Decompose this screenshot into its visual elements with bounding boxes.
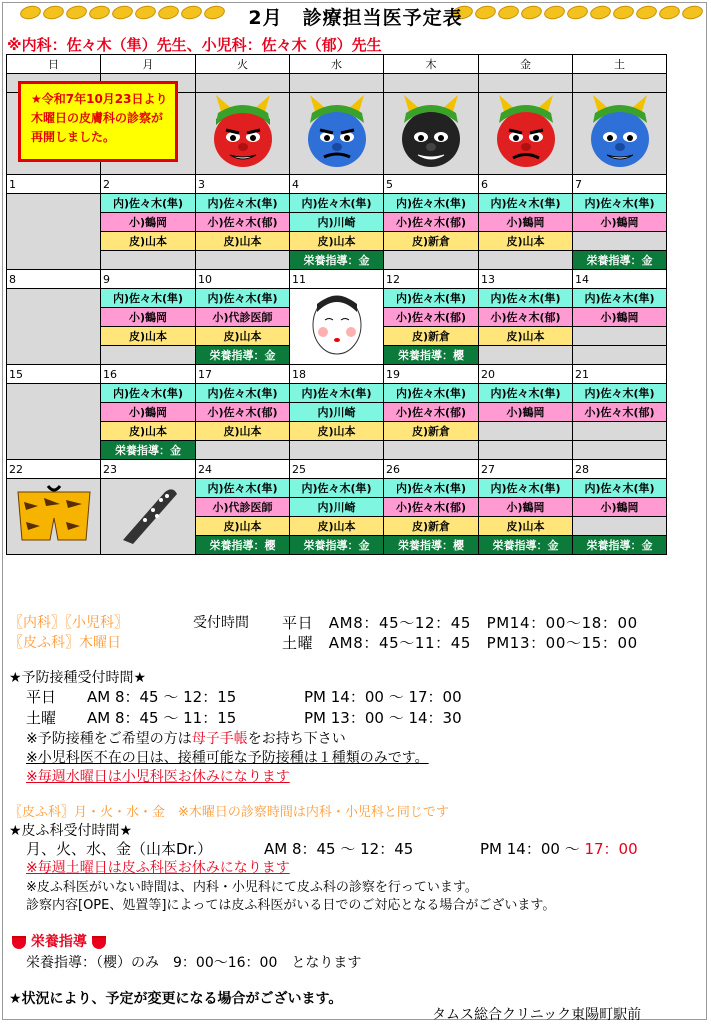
schedule-cell: 栄養指導：金: [101, 441, 196, 460]
schedule-cell: 皮)山本: [101, 422, 196, 441]
schedule-cell: 小)鶴岡: [573, 498, 667, 517]
schedule-cell: 内)佐々木(隼): [101, 384, 196, 403]
week-date-row: [7, 460, 667, 479]
schedule-cell: 小)鶴岡: [101, 213, 196, 232]
date-cell: 28: [573, 460, 667, 479]
red-oni-icon: [196, 93, 290, 175]
schedule-cell: 皮)山本: [479, 517, 573, 536]
date-cell: 26: [384, 460, 479, 479]
vaccine-weekday-am: AM 8：45 ～ 12：15: [87, 688, 237, 706]
date-cell: 5: [384, 175, 479, 194]
schedule-cell: 皮)山本: [479, 327, 573, 346]
sunday-closed-cell: [7, 384, 101, 460]
schedule-cell: 小)鶴岡: [101, 308, 196, 327]
date-cell: 12: [384, 270, 479, 289]
pot-icon: [12, 936, 26, 949]
schedule-cell: 内)佐々木(隼): [196, 384, 290, 403]
schedule-cell: 小)代診医師: [196, 498, 290, 517]
weekday-thu: 木: [384, 55, 479, 74]
schedule-row: [7, 422, 667, 441]
schedule-cell: 内)川崎: [290, 498, 384, 517]
schedule-cell: 小)代診医師: [196, 308, 290, 327]
derm-reception-heading: ★皮ふ科受付時間★: [9, 823, 133, 839]
empty-cell: [573, 441, 667, 460]
nutrition-heading: 栄養指導: [12, 931, 106, 951]
vaccine-saturday-label: 土曜: [26, 709, 57, 727]
dept-label-dermatology: 〖皮ふ科〗木曜日: [9, 635, 121, 651]
dept-label-internal-pediatric: 〖内科〗〖小児科〗: [9, 615, 128, 631]
derm-am-hours: AM 8：45 ～ 12：45: [264, 840, 414, 858]
tiger-pants-icon: [7, 479, 101, 555]
dermatology-notice: ★令和7年10月23日より 木曜日の皮膚科の診察が 再開しました。: [18, 81, 178, 162]
derm-note-saturday: ※毎週土曜日は皮ふ科医お休みになります: [26, 860, 290, 876]
week-date-row: [7, 365, 667, 384]
empty-cell: [384, 251, 479, 270]
empty-cell: [479, 346, 573, 365]
date-cell: 3: [196, 175, 290, 194]
schedule-row: [7, 384, 667, 403]
date-cell: 18: [290, 365, 384, 384]
empty-cell: [479, 441, 573, 460]
date-cell: 2: [101, 175, 196, 194]
derm-days: 月、火、水、金（山本Dr.）: [26, 840, 213, 858]
schedule-cell: 内)川崎: [290, 403, 384, 422]
schedule-cell: 皮)山本: [101, 327, 196, 346]
schedule-cell: 小)佐々木(郁): [384, 308, 479, 327]
date-cell: 6: [479, 175, 573, 194]
doctor-summary: ※内科：佐々木（隼）先生、小児科：佐々木（郁）先生: [7, 36, 382, 54]
schedule-cell: 内)佐々木(隼): [384, 384, 479, 403]
date-cell: 24: [196, 460, 290, 479]
schedule-cell: 小)佐々木(郁): [573, 403, 667, 422]
empty-cell: [479, 251, 573, 270]
okame-mask-icon: [290, 289, 384, 365]
schedule-row: [7, 213, 667, 232]
change-notice: ★状況により、予定が変更になる場合がございます。: [9, 991, 343, 1007]
schedule-cell: 小)佐々木(郁): [384, 403, 479, 422]
vaccine-weekday-label: 平日: [26, 688, 57, 706]
derm-pm-hours: PM 14：00 ～ 17：00: [480, 840, 638, 858]
date-cell: 13: [479, 270, 573, 289]
blue-oni-icon: [573, 93, 667, 175]
schedule-cell: 内)佐々木(隼): [384, 289, 479, 308]
schedule-cell: 皮)山本: [196, 422, 290, 441]
schedule-cell: 内)佐々木(隼): [196, 194, 290, 213]
schedule-cell: 内)佐々木(隼): [573, 384, 667, 403]
schedule-cell: 内)佐々木(隼): [196, 479, 290, 498]
date-cell: 20: [479, 365, 573, 384]
schedule-cell: 内)佐々木(隼): [384, 194, 479, 213]
schedule-cell: 小)鶴岡: [479, 213, 573, 232]
schedule-row: [7, 479, 667, 498]
derm-note-cover: ※皮ふ科医がいない時間は、内科・小児科にて皮ふ科の診察を行っています。: [26, 880, 478, 895]
schedule-cell: 内)佐々木(隼): [101, 289, 196, 308]
vaccine-saturday-pm: PM 13：00 ～ 14：30: [304, 709, 462, 727]
schedule-cell: 小)鶴岡: [573, 308, 667, 327]
empty-cell: [573, 517, 667, 536]
schedule-cell: 内)佐々木(隼): [573, 194, 667, 213]
schedule-cell: 皮)新倉: [384, 327, 479, 346]
empty-cell: [101, 346, 196, 365]
date-cell: 9: [101, 270, 196, 289]
empty-cell: [479, 422, 573, 441]
date-cell: 22: [7, 460, 101, 479]
schedule-cell: 小)鶴岡: [479, 403, 573, 422]
schedule-cell: 内)佐々木(隼): [290, 384, 384, 403]
schedule-cell: 小)佐々木(郁): [384, 213, 479, 232]
sunday-closed-cell: [7, 194, 101, 270]
date-cell: 25: [290, 460, 384, 479]
schedule-cell: 内)佐々木(隼): [573, 479, 667, 498]
schedule-cell: 内)佐々木(隼): [101, 194, 196, 213]
date-cell: 11: [290, 270, 384, 289]
schedule-cell: 内)佐々木(隼): [479, 479, 573, 498]
empty-cell: [290, 441, 384, 460]
empty-cell: [196, 251, 290, 270]
week-date-row: [7, 175, 667, 194]
sunday-closed-cell: [7, 289, 101, 365]
schedule-cell: 栄養指導：金: [290, 251, 384, 270]
schedule-cell: 栄養指導：金: [573, 251, 667, 270]
schedule-cell: 内)佐々木(隼): [479, 194, 573, 213]
schedule-cell: 皮)山本: [290, 422, 384, 441]
schedule-cell: 栄養指導：金: [196, 346, 290, 365]
schedule-cell: 栄養指導：金: [290, 536, 384, 555]
schedule-row: [7, 232, 667, 251]
vaccine-heading: ★予防接種受付時間★: [9, 670, 147, 686]
date-cell: 14: [573, 270, 667, 289]
schedule-cell: 栄養指導：金: [479, 536, 573, 555]
derm-days-heading: 〖皮ふ科〗月・火・水・金 ※木曜日の診察時間は内科・小児科と同じです: [9, 805, 449, 820]
vaccine-saturday-am: AM 8：45 ～ 11：15: [87, 709, 237, 727]
date-cell: 17: [196, 365, 290, 384]
schedule-cell: 小)佐々木(郁): [384, 498, 479, 517]
date-cell: 15: [7, 365, 101, 384]
schedule-cell: 内)佐々木(隼): [196, 289, 290, 308]
schedule-cell: 皮)山本: [101, 232, 196, 251]
schedule-cell: 内)佐々木(隼): [573, 289, 667, 308]
empty-cell: [573, 346, 667, 365]
schedule-row: [7, 289, 667, 308]
weekday-header-row: [7, 55, 667, 74]
calendar-weeks: [7, 175, 667, 555]
schedule-cell: 皮)新倉: [384, 422, 479, 441]
schedule-cell: 栄養指導：櫻: [196, 536, 290, 555]
empty-cell: [573, 422, 667, 441]
date-cell: 4: [290, 175, 384, 194]
schedule-cell: 内)佐々木(隼): [384, 479, 479, 498]
schedule-cell: 内)佐々木(隼): [479, 289, 573, 308]
date-cell: 19: [384, 365, 479, 384]
schedule-cell: 小)鶴岡: [101, 403, 196, 422]
schedule-row: [7, 403, 667, 422]
date-cell: 21: [573, 365, 667, 384]
schedule-cell: 内)佐々木(隼): [290, 194, 384, 213]
date-cell: 27: [479, 460, 573, 479]
vaccine-note-handbook: ※予防接種をご希望の方は母子手帳をお持ち下さい: [26, 731, 346, 747]
weekday-sun: 日: [7, 55, 101, 74]
schedule-row: [7, 251, 667, 270]
weekday-hours: 平日 AM8：45～12：45 PM14：00～18：00: [282, 614, 638, 632]
vaccine-weekday-pm: PM 14：00 ～ 17：00: [304, 688, 462, 706]
schedule-cell: 小)鶴岡: [479, 498, 573, 517]
schedule-cell: 小)鶴岡: [573, 213, 667, 232]
schedule-cell: 栄養指導：金: [573, 536, 667, 555]
schedule-cell: 皮)山本: [290, 232, 384, 251]
schedule-cell: 皮)山本: [479, 232, 573, 251]
saturday-hours: 土曜 AM8：45～11：45 PM13：00～15：00: [282, 634, 638, 652]
schedule-cell: 皮)山本: [196, 232, 290, 251]
weekday-sat: 土: [573, 55, 667, 74]
schedule-cell: 小)佐々木(郁): [196, 213, 290, 232]
oni-club-icon: [101, 479, 196, 555]
empty-cell: [384, 441, 479, 460]
week-date-row: [7, 270, 667, 289]
weekday-mon: 月: [101, 55, 196, 74]
date-cell: 23: [101, 460, 196, 479]
schedule-cell: 内)佐々木(隼): [479, 384, 573, 403]
vaccine-note-wednesday: ※毎週水曜日は小児科医お休みになります: [26, 769, 290, 785]
empty-cell: [573, 232, 667, 251]
clinic-name: タムス総合クリニック東陽町駅前: [432, 1007, 642, 1023]
date-cell: 1: [7, 175, 101, 194]
red-oni-icon: [479, 93, 573, 175]
date-cell: 7: [573, 175, 667, 194]
schedule-cell: 皮)新倉: [384, 232, 479, 251]
derm-note-procedures: 診察内容[OPE、処置等]によっては皮ふ科医がいる日でのご対応となる場合がございます。: [26, 898, 556, 913]
schedule-cell: 皮)新倉: [384, 517, 479, 536]
pot-icon: [92, 936, 106, 949]
schedule-row: [7, 441, 667, 460]
empty-cell: [196, 441, 290, 460]
weekday-wed: 水: [290, 55, 384, 74]
weekday-tue: 火: [196, 55, 290, 74]
schedule-cell: 皮)山本: [196, 517, 290, 536]
empty-cell: [101, 251, 196, 270]
schedule-cell: 栄養指導：櫻: [384, 346, 479, 365]
schedule-cell: 小)佐々木(郁): [196, 403, 290, 422]
schedule-cell: 内)佐々木(隼): [290, 479, 384, 498]
reception-label: 受付時間: [193, 615, 249, 631]
vaccine-note-limit: ※小児科医不在の日は、接種可能な予防接種は１種類のみです。: [26, 750, 429, 766]
black-oni-icon: [384, 93, 479, 175]
schedule-row: [7, 194, 667, 213]
nutrition-detail: 栄養指導：（櫻）のみ 9：00～16：00 となります: [26, 955, 362, 971]
page-title: 2月 診療担当医予定表: [248, 7, 463, 29]
date-cell: 8: [7, 270, 101, 289]
schedule-cell: 小)佐々木(郁): [479, 308, 573, 327]
weekday-fri: 金: [479, 55, 573, 74]
schedule-cell: 内)川崎: [290, 213, 384, 232]
date-cell: 16: [101, 365, 196, 384]
schedule-cell: 皮)山本: [196, 327, 290, 346]
blue-oni-icon: [290, 93, 384, 175]
date-cell: 10: [196, 270, 290, 289]
schedule-cell: 栄養指導：櫻: [384, 536, 479, 555]
schedule-cell: 皮)山本: [290, 517, 384, 536]
empty-cell: [573, 327, 667, 346]
